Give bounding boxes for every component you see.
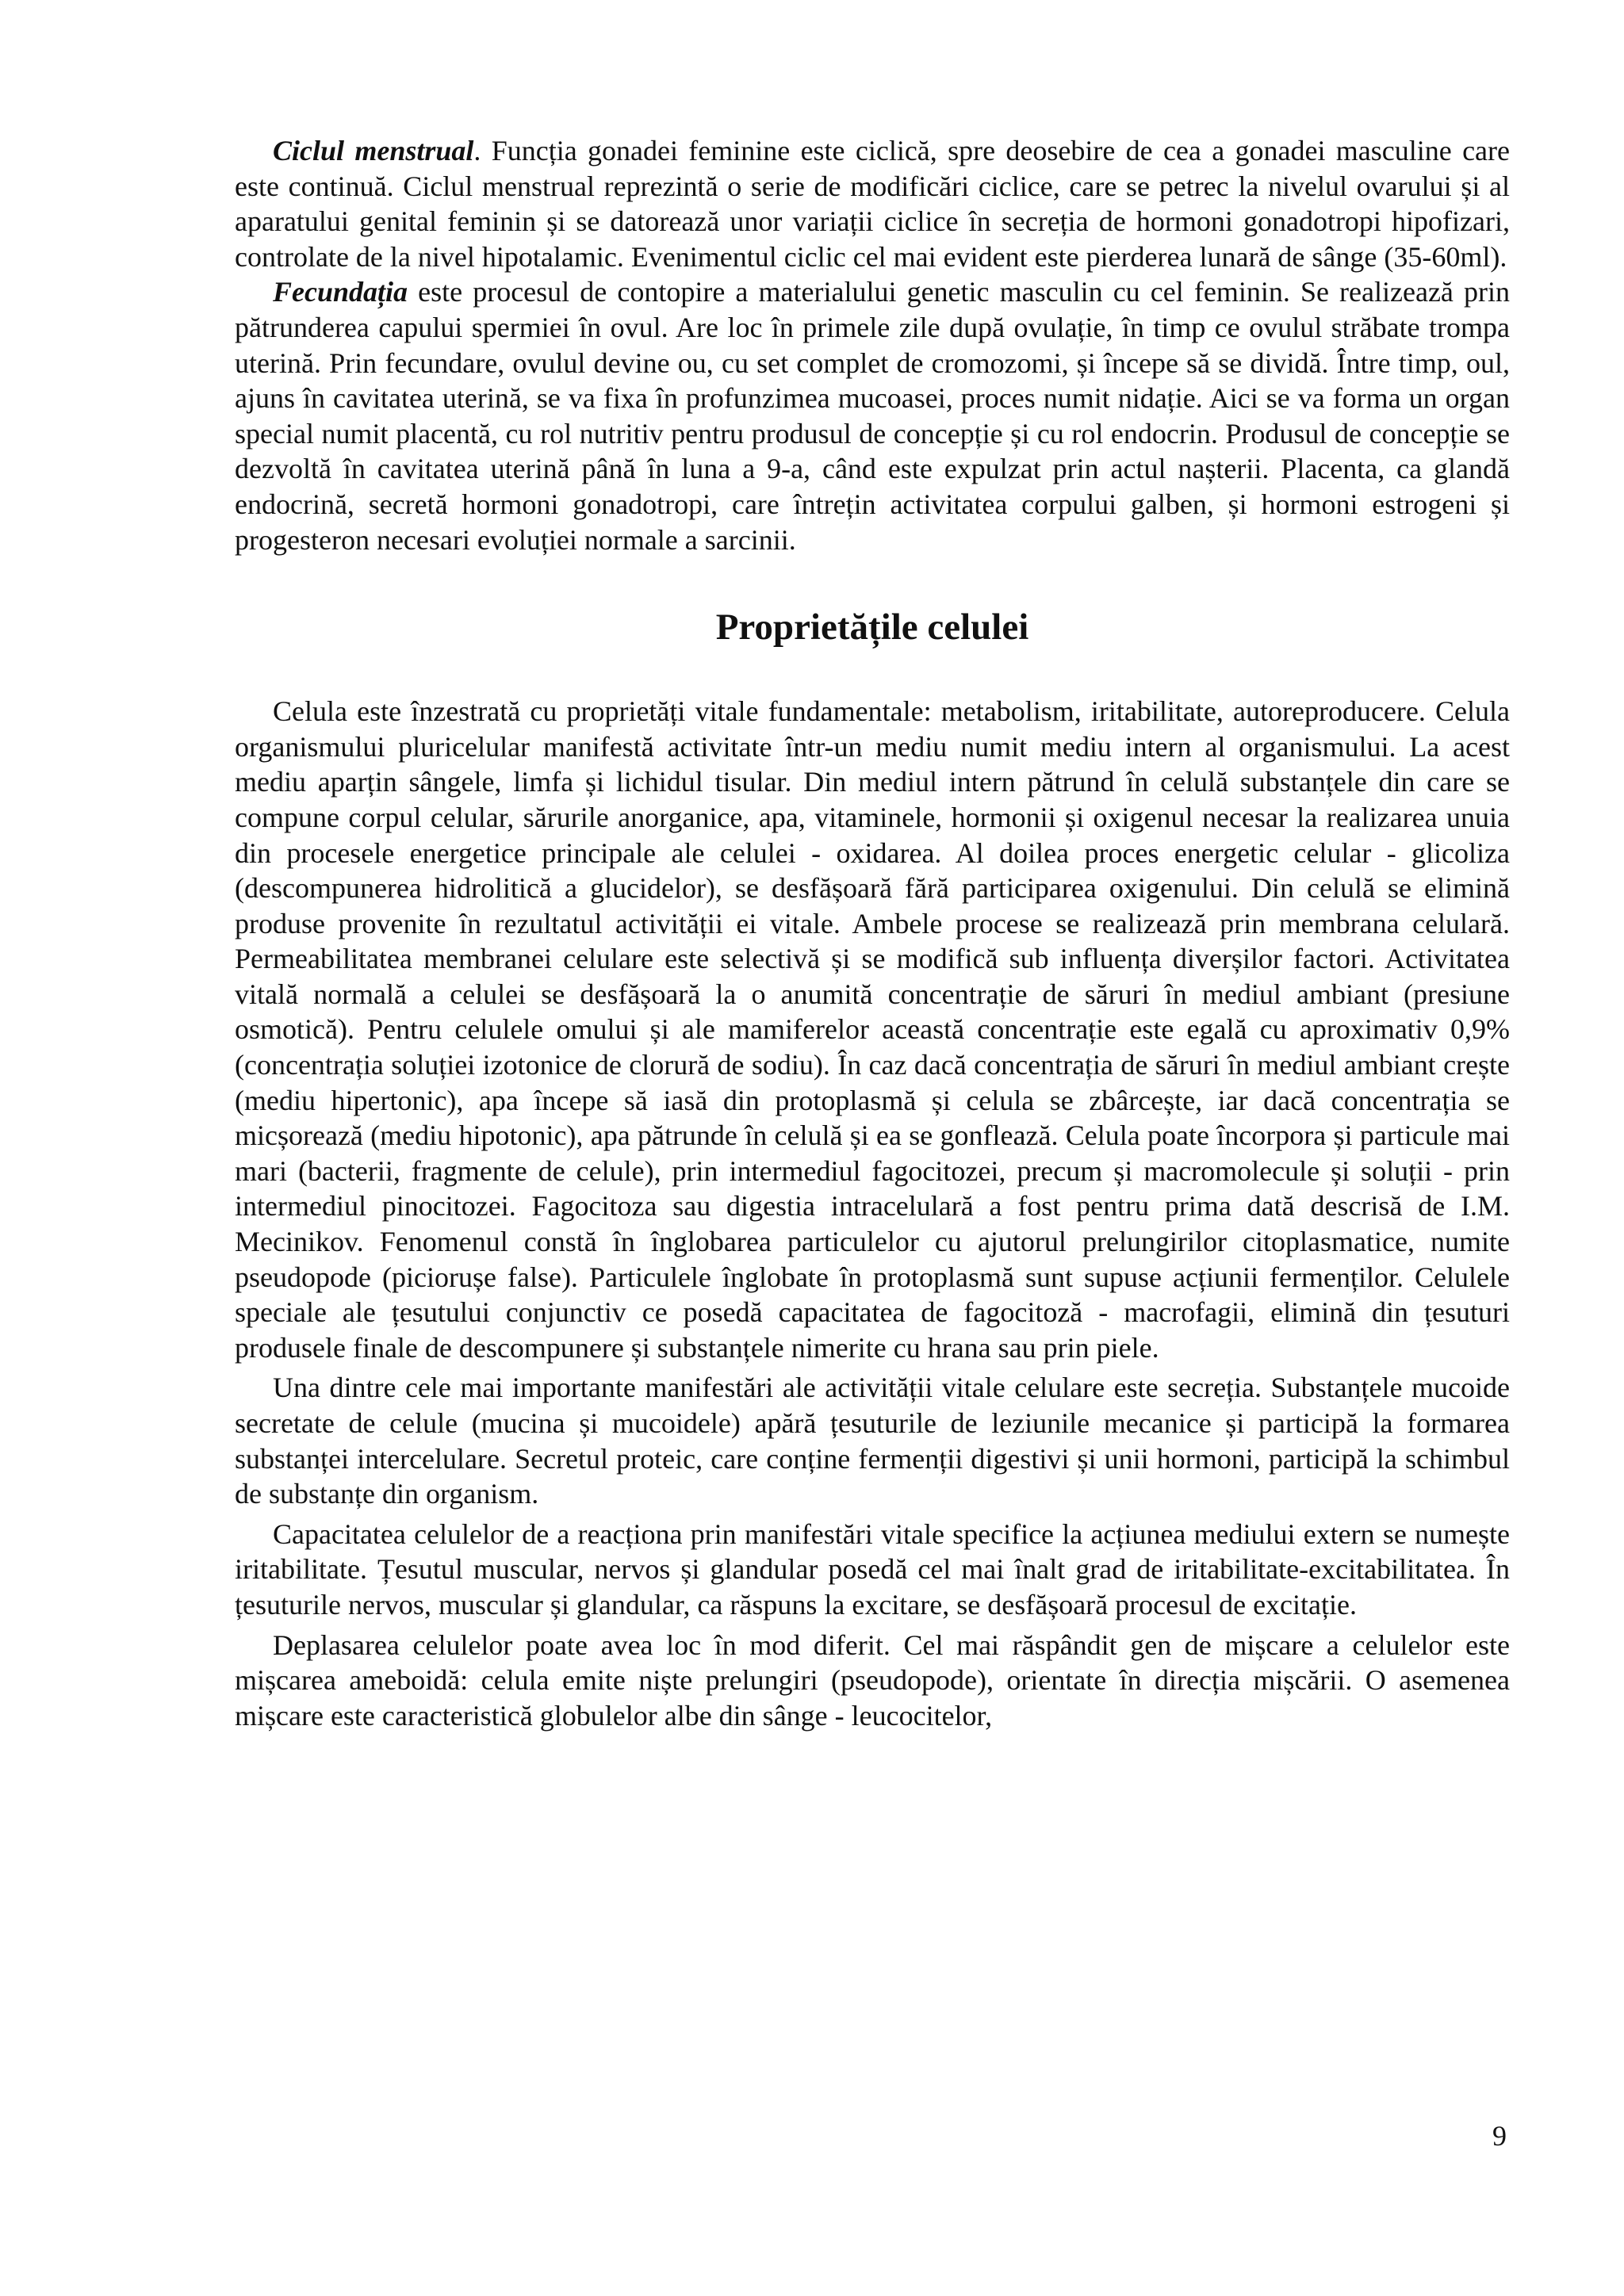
document-page	[235, 133, 1510, 1733]
term-menstrual-cycle: Ciclul menstrual	[273, 135, 474, 166]
paragraph-fecundation	[235, 274, 1510, 557]
paragraph-text: . Funcția gonadei feminine este ciclică, spre deosebire de cea a gonadei masculine care este continuă. Ciclul menstrual reprezintă o serie de modificări ciclice, care se petrec la nivelul ovarului și al aparatului genital feminin și se datorează unor variații ciclice în secreția de hormoni gonadotropi hipofizari, controlate de la nivel hipotalamic. Evenimentul ciclic cel mai evident este pierderea lunară de sânge (35-60ml).	[235, 135, 1510, 273]
section-heading: Proprietățile celulei	[715, 607, 1029, 649]
paragraph-irritability: Capacitatea celulelor de a reacționa prin manifestări vitale specifice la acțiunea mediului extern se numește iritabilitate. Țesutul muscular, nervos și glandular posedă cel mai înalt grad de iritabilitate-excitabilitatea. În țesuturile nervos, muscular și glandular, ca răspuns la excitare, se desfășoară procesul de excitație.	[235, 1517, 1510, 1621]
paragraph-cell-movement: Deplasarea celulelor poate avea loc în mod diferit. Cel mai răspândit gen de mișcare a celulelor este mișcarea ameboidă: celula emite niște prelungiri (pseudopode), orientate în direcția mișcării. O asemenea mișcare este caracteristică globulelor albe din sânge - leucocitelor,	[235, 1628, 1510, 1732]
paragraph-secretion: Una dintre cele mai importante manifestări ale activității vitale celulare este secreția. Substanțele mucoide secretate de celule (mucina și mucoidele) apără țesuturile de leziunile mecanice și participă la formarea substanței intercelulare. Secretul proteic, care conține fermenții digestivi și unii hormoni, participă la schimbul de substanțe din organism.	[235, 1372, 1510, 1510]
paragraph-cell-properties: Celula este înzestrată cu proprietăți vitale fundamentale: metabolism, iritabilitate, autoreproducere. Celula organismului pluricelular manifestă activitate într-un mediu numit mediu intern al organismului. La acest mediu aparțin sângele, limfa și lichidul tisular. Din mediul intern pătrund în celulă substanțele din care se compune corpul celular, sărurile anorganice, apa, vitaminele, hormonii și oxigenul necesar la realizarea unuia din procesele energetice principale ale celulei - oxidarea. Al doilea proces energetic celular - glicoliza (descompunerea hidrolitică a glucidelor), se desfășoară fără participarea oxigenului. Din celulă se elimină produse provenite în rezultatul activității ei vitale. Ambele procese se realizează prin membrana celulară. Permeabilitatea membranei celulare este selectivă și se modifică sub influența diverșilor factori. Activitatea vitală normală a celulei se desfășoară la o anumită concentrație de săruri în mediul ambiant (presiune osmotică). Pentru celulele omului și ale mamiferelor această concentrație este egală cu aproximativ 0,9% (concentrația soluției izotonice de clorură de sodiu). În caz dacă concentrația de săruri în mediul ambiant crește (mediu hipertonic), apa începe să iasă din protoplasmă și celula se zbârcește, iar dacă concentrația se micșorează (mediu hipotonic), apa pătrunde în celulă și ea se gonflează. Celula poate încorpora și particule mai mari (bacterii, fragmente de celule), prin intermediul fagocitozei, precum și macromolecule și soluții - prin intermediul pinocitozei. Fagocitoza sau digestia intracelulară a fost pentru prima dată descrisă de I.M. Mecinikov. Fenomenul constă în înglobarea particulelor cu ajutorul prelungirilor citoplasmatice, numite pseudopode (piciorușe false). Particulele înglobate în protoplasmă sunt supuse acțiunii fermenților. Celulele speciale ale țesutului conjunctiv ce posedă capacitatea de fagocitoză - macrofagii, elimină din țesuturi produsele finale de descompunere și substanțele nimerite cu hrana sau prin piele.	[235, 695, 1510, 1364]
paragraph-text: este procesul de contopire a materialului genetic masculin cu cel feminin. Se realizează prin pătrunderea capului spermiei în ovul. Are loc în primele zile după ovulație, în timp ce ovulul străbate trompa uterină. Prin fecundare, ovulul devine ou, cu set complet de cromozomi, și începe să se dividă. Între timp, oul, ajuns în cavitatea uterină, se va fixa în profunzimea mucoasei, proces numit nidație. Aici se va forma un organ special numit placentă, cu rol nutritiv pentru produsul de concepție și cu rol endocrin. Produsul de concepție se dezvoltă în cavitatea uterină până în luna a 9-a, când este expulzat prin actul nașterii. Placenta, ca glandă endocrină, secretă hormoni gonadotropi, care întrețin activitatea corpului galben, și hormoni estrogeni și progesteron necesari evoluției normale a sarcinii.	[235, 276, 1510, 556]
term-fecundation: Fecundația	[273, 276, 408, 308]
page-number: 9	[1492, 2120, 1507, 2152]
paragraph-menstrual-cycle	[235, 133, 1510, 274]
